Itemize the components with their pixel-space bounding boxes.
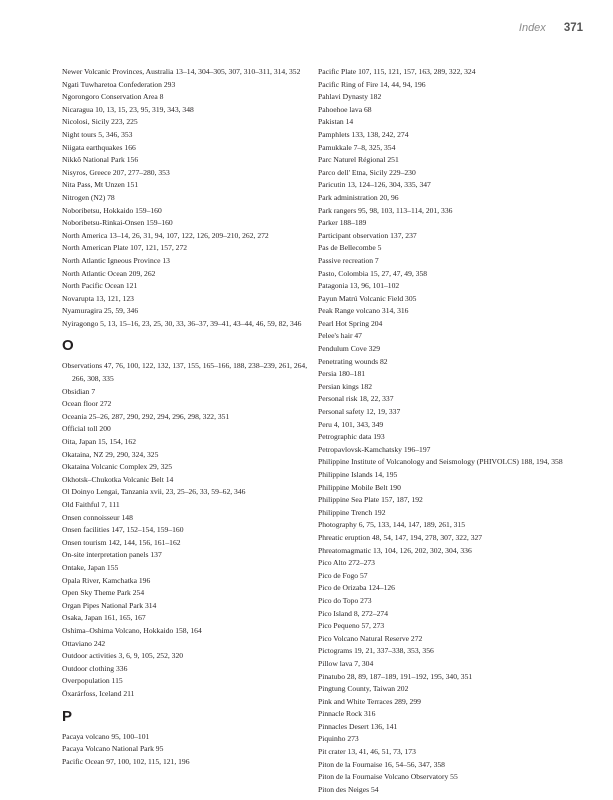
index-entry: Pas de Bellecombe 5 (318, 243, 382, 253)
index-entry: Personal safety 12, 19, 337 (318, 407, 401, 417)
index-entry: Pacific Ring of Fire 14, 44, 94, 196 (318, 79, 426, 89)
page-number: 371 (563, 22, 583, 34)
index-entry: North Atlantic Igneous Province 13 (62, 255, 170, 265)
index-entry: Pacaya volcano 95, 100–101 (62, 731, 150, 741)
index-entry: Pico Island 8, 272–274 (318, 608, 389, 618)
index-entry: Ocean floor 272 (62, 399, 112, 409)
index-entry: Pico de Fogo 57 (318, 570, 368, 580)
index-entry: Philippine Mobile Belt 190 (318, 482, 401, 492)
index-entry: Nitrogen (N2) 78 (62, 192, 115, 202)
index-entry: Philippine Trench 192 (318, 507, 386, 517)
index-entry: Okataina Volcanic Complex 29, 325 (62, 462, 173, 472)
index-entry: Piton de la Fournaise 16, 54–56, 347, 358 (318, 759, 445, 769)
index-entry: North Atlantic Ocean 209, 262 (62, 268, 156, 278)
index-entry: North American Plate 107, 121, 157, 272 (62, 243, 188, 253)
index-entry: Pendulum Cove 329 (318, 344, 381, 354)
index-entry: Pico Volcano Natural Reserve 272 (318, 633, 423, 643)
index-entry: On-site interpretation panels 137 (62, 550, 162, 560)
index-entry: Persia 180–181 (318, 369, 366, 379)
index-entry: Pico do Topo 273 (318, 595, 372, 605)
index-entry: Patagonia 13, 96, 101–102 (318, 281, 400, 291)
index-entry: Pahlavi Dynasty 182 (318, 92, 382, 102)
index-entry: Ngorongoro Conservation Area 8 (62, 92, 164, 102)
index-entry: Ol Doinyo Lengai, Tanzania xvii, 23, 25–26, 33, 59–62, 346 (62, 487, 246, 497)
index-entry: Piquinho 273 (318, 734, 359, 744)
index-entry: Nyamuragira 25, 59, 346 (62, 306, 139, 316)
section-letter-p: P (62, 707, 73, 725)
index-entry: Okhotsk–Chukotka Volcanic Belt 14 (62, 474, 174, 484)
index-entry: Official toll 200 (62, 424, 111, 434)
index-entry: Payun Matrú Volcanic Field 305 (318, 293, 417, 303)
index-entry: Phreatic eruption 48, 54, 147, 194, 278, 307, 322, 327 (318, 532, 483, 542)
index-entry: North Pacific Ocean 121 (62, 281, 138, 291)
index-entry: Öxarárfoss, Iceland 211 (62, 688, 135, 698)
index-entry: Ottaviano 242 (62, 638, 106, 648)
index-entry: Overpopulation 115 (62, 676, 123, 686)
index-entry: Piton de la Fournaise Volcano Observatory 55 (318, 772, 458, 782)
entries-p (62, 731, 312, 769)
index-entry: North America 13–14, 26, 31, 94, 107, 122, 126, 209–210, 262, 272 (62, 230, 269, 240)
index-entry: Nikkō National Park 156 (62, 155, 139, 165)
index-entry: Pacific Ocean 97, 100, 102, 115, 121, 196 (62, 756, 190, 766)
index-entry: Penetrating wounds 82 (318, 356, 388, 366)
index-entry: Nyiragongo 5, 13, 15–16, 23, 25, 30, 33, 36–37, 39–41, 43–44, 46, 59, 82, 346 (62, 318, 302, 328)
index-entry: Phreatomagmatic 13, 104, 126, 202, 302, 304, 336 (318, 545, 472, 555)
index-entry: Pinnacles Desert 136, 141 (318, 721, 398, 731)
index-entry: Niigata earthquakes 166 (62, 142, 136, 152)
index-entry: Nita Pass, Mt Unzen 151 (62, 180, 139, 190)
index-entry: Piton des Neiges 54 (318, 784, 379, 794)
index-entry: Okataina, NZ 29, 290, 324, 325 (62, 449, 159, 459)
index-entry: Ontake, Japan 155 (62, 562, 119, 572)
index-entry: Pamukkale 7–8, 325, 354 (318, 142, 396, 152)
index-entry: Philippine Sea Plate 157, 187, 192 (318, 495, 423, 505)
index-entry: Noboribetsu-Rinkai-Onsen 159–160 (62, 218, 173, 228)
index-entry: Pictograms 19, 21, 337–338, 353, 356 (318, 646, 434, 656)
entries-o (62, 360, 312, 700)
index-entry: Park rangers 95, 98, 103, 113–114, 201, 336 (318, 205, 453, 215)
index-entry: Pacific Plate 107, 115, 121, 157, 163, 289, 322, 324 (318, 67, 476, 76)
entries-n (62, 66, 312, 330)
index-entry: Old Faithful 7, 111 (62, 500, 120, 509)
index-entry: Peru 4, 101, 343, 349 (318, 419, 384, 429)
index-entry: Nisyros, Greece 207, 277–280, 353 (62, 167, 170, 177)
index-column-left (62, 66, 312, 768)
section-title: Index (518, 22, 546, 34)
index-entry: Oita, Japan 15, 154, 162 (62, 437, 137, 447)
section-letter-o: O (62, 337, 74, 355)
index-entry: Onsen facilities 147, 152–154, 159–160 (62, 525, 184, 535)
index-entry: Night tours 5, 346, 353 (62, 129, 133, 139)
index-entry: Philippine Institute of Volcanology and Seismology (PHIVOLCS) 188, 194, 358 (318, 457, 563, 467)
index-entry: Pamphlets 133, 138, 242, 274 (318, 129, 409, 139)
index-entry: Opala River, Kamchatka 196 (62, 575, 151, 585)
index-entry: Pico Pequeno 57, 273 (318, 621, 385, 631)
index-entry: Peak Range volcano 314, 316 (318, 306, 409, 316)
index-entry: Obsidian 7 (62, 386, 96, 396)
index-entry: Pearl Hot Spring 204 (318, 318, 383, 328)
index-entry: Pillow lava 7, 304 (318, 658, 374, 668)
index-entry: Passive recreation 7 (318, 255, 379, 265)
index-entry: Park administration 20, 96 (318, 192, 399, 202)
index-entry: Personal risk 18, 22, 337 (318, 394, 394, 404)
index-entry: Petropavlovsk-Kamchatsky 196–197 (318, 444, 431, 454)
index-entry: Pinatubo 28, 89, 187–189, 191–192, 195, 340, 351 (318, 671, 473, 681)
index-entry: Organ Pipes National Park 314 (62, 600, 157, 610)
index-entry: Participant observation 137, 237 (318, 230, 417, 240)
index-entry: Newer Volcanic Provinces, Australia 13–14, 304–305, 307, 310–311, 314, 352 (62, 67, 301, 76)
index-entry: Observations 47, 76, 100, 122, 132, 137, 155, 165–166, 188, 238–239, 261, 264, 266, 308, 335 (62, 361, 308, 384)
index-entry: Pahoehoe lava 68 (318, 104, 372, 114)
index-entry: Onsen connoisseur 148 (62, 512, 133, 522)
index-entry: Outdoor clothing 336 (62, 663, 128, 673)
index-entry: Pink and White Terraces 289, 299 (318, 696, 421, 706)
index-entry: Novarupta 13, 121, 123 (62, 293, 134, 303)
index-entry: Pasto, Colombia 15, 27, 47, 49, 358 (318, 268, 428, 278)
index-entry: Pit crater 13, 41, 46, 51, 73, 173 (318, 747, 416, 757)
index-entry: Pelee's hair 47 (318, 331, 362, 341)
index-entry: Paricutin 13, 124–126, 304, 335, 347 (318, 180, 431, 190)
index-entry: Pico de Orizaba 124–126 (318, 583, 395, 593)
index-entry: Oceania 25–26, 287, 290, 292, 294, 296, 298, 322, 351 (62, 411, 230, 421)
index-entry: Oshima–Oshima Volcano, Hokkaido 158, 164 (62, 625, 202, 635)
index-entry: Pacaya Volcano National Park 95 (62, 744, 164, 754)
index-entry: Parco dell' Etna, Sicily 229–230 (318, 167, 416, 177)
index-entry: Persian kings 182 (318, 381, 372, 391)
index-entry: Nicolosi, Sicily 223, 225 (62, 117, 138, 127)
index-entry: Ngati Tuwharetoa Confederation 293 (62, 79, 176, 89)
index-entry: Parc Naturel Régional 251 (318, 155, 399, 165)
index-entry: Pico Alto 272–273 (318, 558, 375, 568)
index-entry: Onsen tourism 142, 144, 156, 161–162 (62, 537, 181, 547)
index-entry: Petrographic data 193 (318, 432, 385, 442)
index-entry: Photography 6, 75, 133, 144, 147, 189, 261, 315 (318, 520, 466, 530)
index-entry: Open Sky Theme Park 254 (62, 588, 145, 598)
index-entry: Nicaragua 10, 13, 15, 23, 95, 319, 343, 348 (62, 104, 194, 114)
index-column-right (318, 66, 568, 796)
index-entry: Philippine Islands 14, 195 (318, 470, 398, 479)
index-entry: Pinnacle Rock 316 (318, 709, 376, 719)
index-entry: Parker 188–189 (318, 218, 367, 228)
index-entry: Pakistan 14 (318, 117, 354, 127)
index-entry: Noboribetsu, Hokkaido 159–160 (62, 205, 162, 215)
running-header (519, 22, 583, 34)
index-entry: Outdoor activities 3, 6, 9, 105, 252, 320 (62, 651, 184, 661)
index-entry: Osaka, Japan 161, 165, 167 (62, 613, 146, 623)
index-entry: Pingtung County, Taiwan 202 (318, 684, 409, 694)
